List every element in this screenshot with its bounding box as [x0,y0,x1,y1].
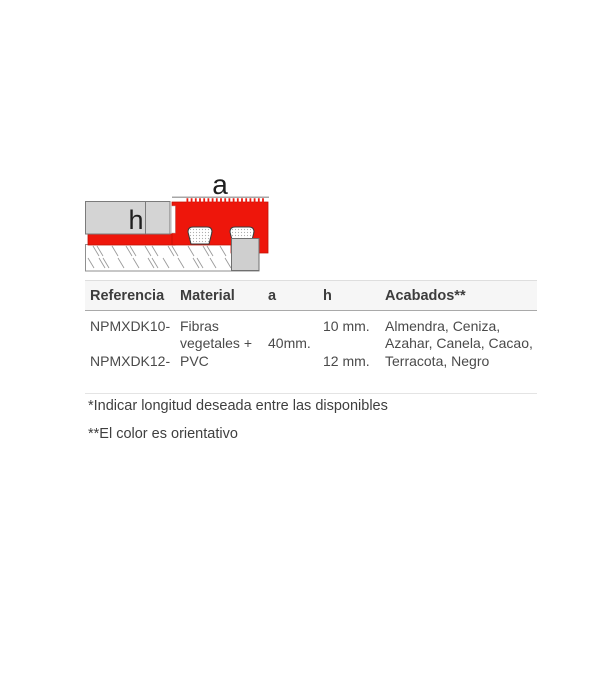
cell-acabados: Terracota, Negro [385,352,490,369]
cell-acabados: Almendra, Ceniza, [385,318,501,334]
col-material: Material [175,281,263,311]
cell-a [263,311,318,336]
profile-slot [172,206,176,233]
cell-h: 10 mm. [323,318,370,334]
decking-boards [86,202,171,236]
profile-base-flange [88,234,175,245]
profile-cross-section-diagram [80,170,280,278]
cell-h [318,335,380,352]
dim-a-label: a [212,170,228,200]
col-referencia: Referencia [85,281,175,311]
cell-material: PVC [180,352,209,369]
col-h: h [318,281,380,311]
cell-material: Fibras [180,318,219,334]
col-a: a [263,281,318,311]
table-row [85,311,537,336]
cell-a: 40mm. [268,335,311,352]
spec-table-body [85,311,537,394]
table-row [85,353,537,394]
dim-h-label: h [128,205,144,235]
footnote-color: **El color es orientativo [88,426,238,442]
support-block [232,239,260,271]
col-acabados: Acabados** [380,281,537,311]
dimension-a [172,170,269,200]
footnote-length: *Indicar longitud deseada entre las disponibles [88,398,388,414]
cell-acabados: Azahar, Canela, Cacao, [385,335,533,352]
cell-h: 12 mm. [323,352,370,369]
spec-table [85,280,537,394]
cell-material: vegetales + [180,335,252,352]
cell-referencia: NPMXDK12- [90,352,171,369]
cell-referencia: NPMXDK10- [90,318,171,334]
cell-referencia [85,335,175,352]
spec-table-header [85,281,537,311]
table-row [85,335,537,352]
cell-a [263,353,318,394]
anchor-bump-left [188,227,212,244]
